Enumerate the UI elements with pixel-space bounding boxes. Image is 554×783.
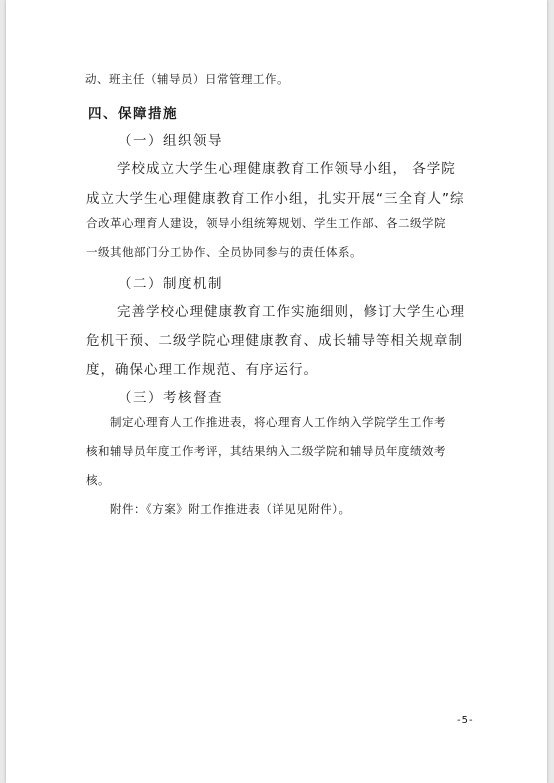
paragraph-line: 核和辅导员年度工作考评，其结果纳入二级学院和辅导员年度绩效考 <box>86 444 446 458</box>
document-page <box>6 0 547 783</box>
page-number: -5- <box>457 715 474 726</box>
paragraph-continuation-line: 动、班主任（辅导员）日常管理工作。 <box>85 72 289 86</box>
subheading-assessment-supervision: （三）考核督查 <box>118 390 223 406</box>
paragraph-line: 制定心理育人工作推进表，将心理育人工作纳入学院学生工作考 <box>110 415 446 429</box>
attachment-note: 附件：《方案》附工作推进表（详见见附件）。 <box>110 502 351 516</box>
paragraph-line: 一级其他部门分工协作、全员协同参与的责任体系。 <box>86 245 362 259</box>
section-heading-safeguards: 四、保障措施 <box>88 106 178 122</box>
paragraph-line: 度，确保心理工作规范、有序运行。 <box>86 362 318 378</box>
subheading-organization-leadership: （一）组织领导 <box>118 133 223 149</box>
subheading-system-mechanism: （二）制度机制 <box>118 276 223 292</box>
paragraph-line: 学校成立大学生心理健康教育工作领导小组， 各学院 <box>117 161 456 177</box>
paragraph-line: 成立大学生心理健康教育工作小组，扎实开展“三全育人”综 <box>86 191 465 207</box>
paragraph-line: 完善学校心理健康教育工作实施细则，修订大学生心理 <box>117 304 465 320</box>
paragraph-line: 合改革心理育人建设，领导小组统筹规划、学生工作部、各二级学院 <box>86 216 446 230</box>
paragraph-line: 危机干预、二级学院心理健康教育、成长辅导等相关规章制 <box>86 333 463 349</box>
paragraph-line: 核。 <box>86 473 110 487</box>
